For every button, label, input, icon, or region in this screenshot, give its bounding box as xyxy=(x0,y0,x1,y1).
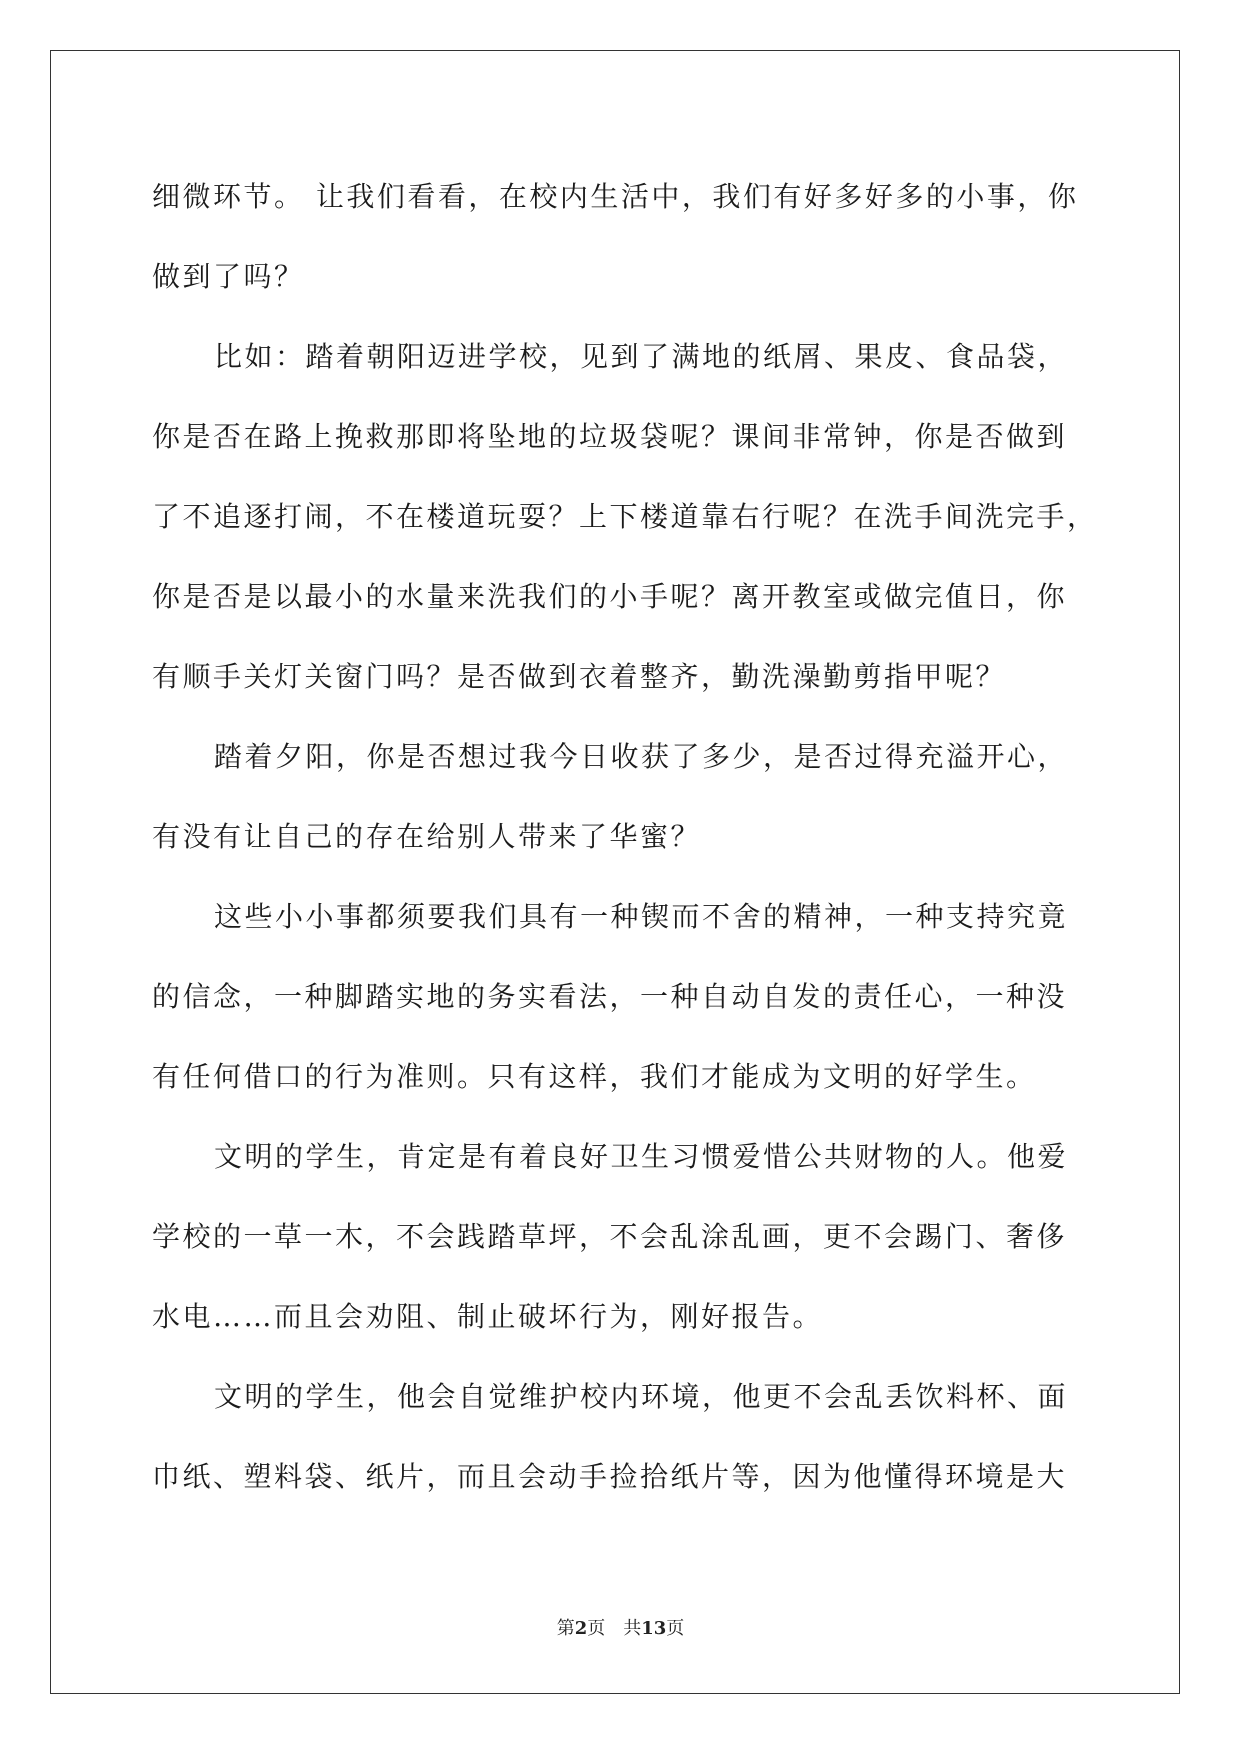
page-footer xyxy=(0,1614,1241,1640)
text-line: 你是否在路上挽救那即将坠地的垃圾袋呢？课间非常钟，你是否做到 xyxy=(152,420,1068,453)
text-line: 的信念，一种脚踏实地的务实看法，一种自动自发的责任心，一种没 xyxy=(152,980,1068,1013)
page-suffix: 页 xyxy=(587,1618,606,1639)
text-line: 做到了吗？ xyxy=(152,260,305,293)
text-line: 你是否是以最小的水量来洗我们的小手呢？离开教室或做完值日，你 xyxy=(152,580,1068,613)
text-line: 有顺手关灯关窗门吗？是否做到衣着整齐，勤洗澡勤剪指甲呢？ xyxy=(152,660,1007,693)
text-line: 巾纸、塑料袋、纸片，而且会动手捡拾纸片等，因为他懂得环境是大 xyxy=(152,1460,1068,1493)
text-line: 水电……而且会劝阻、制止破坏行为，刚好报告。 xyxy=(152,1300,824,1333)
total-pages: 13 xyxy=(641,1618,667,1639)
total-suffix: 页 xyxy=(666,1618,685,1639)
paragraph-start-line: 文明的学生，他会自觉维护校内环境，他更不会乱丢饮料杯、面 xyxy=(214,1380,1069,1413)
total-prefix: 共 xyxy=(623,1618,642,1639)
paragraph-start-line: 这些小小事都须要我们具有一种锲而不舍的精神，一种支持究竟 xyxy=(214,900,1069,933)
text-line: 了不追逐打闹，不在楼道玩耍？上下楼道靠右行呢？在洗手间洗完手， xyxy=(152,500,1098,533)
text-line: 学校的一草一木，不会践踏草坪，不会乱涂乱画，更不会踢门、奢侈 xyxy=(152,1220,1068,1253)
text-line: 有没有让自己的存在给别人带来了华蜜？ xyxy=(152,820,702,853)
text-line: 有任何借口的行为准则。只有这样，我们才能成为文明的好学生。 xyxy=(152,1060,1037,1093)
document-body xyxy=(152,157,1096,1517)
paragraph-start-line: 比如：踏着朝阳迈进学校，见到了满地的纸屑、果皮、食品袋， xyxy=(214,340,1069,373)
text-line: 细微环节。 让我们看看，在校内生活中，我们有好多好多的小事，你 xyxy=(152,180,1079,213)
paragraph-start-line: 踏着夕阳，你是否想过我今日收获了多少，是否过得充溢开心， xyxy=(214,740,1069,773)
page-prefix: 第 xyxy=(556,1618,575,1639)
paragraph-start-line: 文明的学生，肯定是有着良好卫生习惯爱惜公共财物的人。他爱 xyxy=(214,1140,1069,1173)
page-number: 2 xyxy=(574,1618,588,1639)
